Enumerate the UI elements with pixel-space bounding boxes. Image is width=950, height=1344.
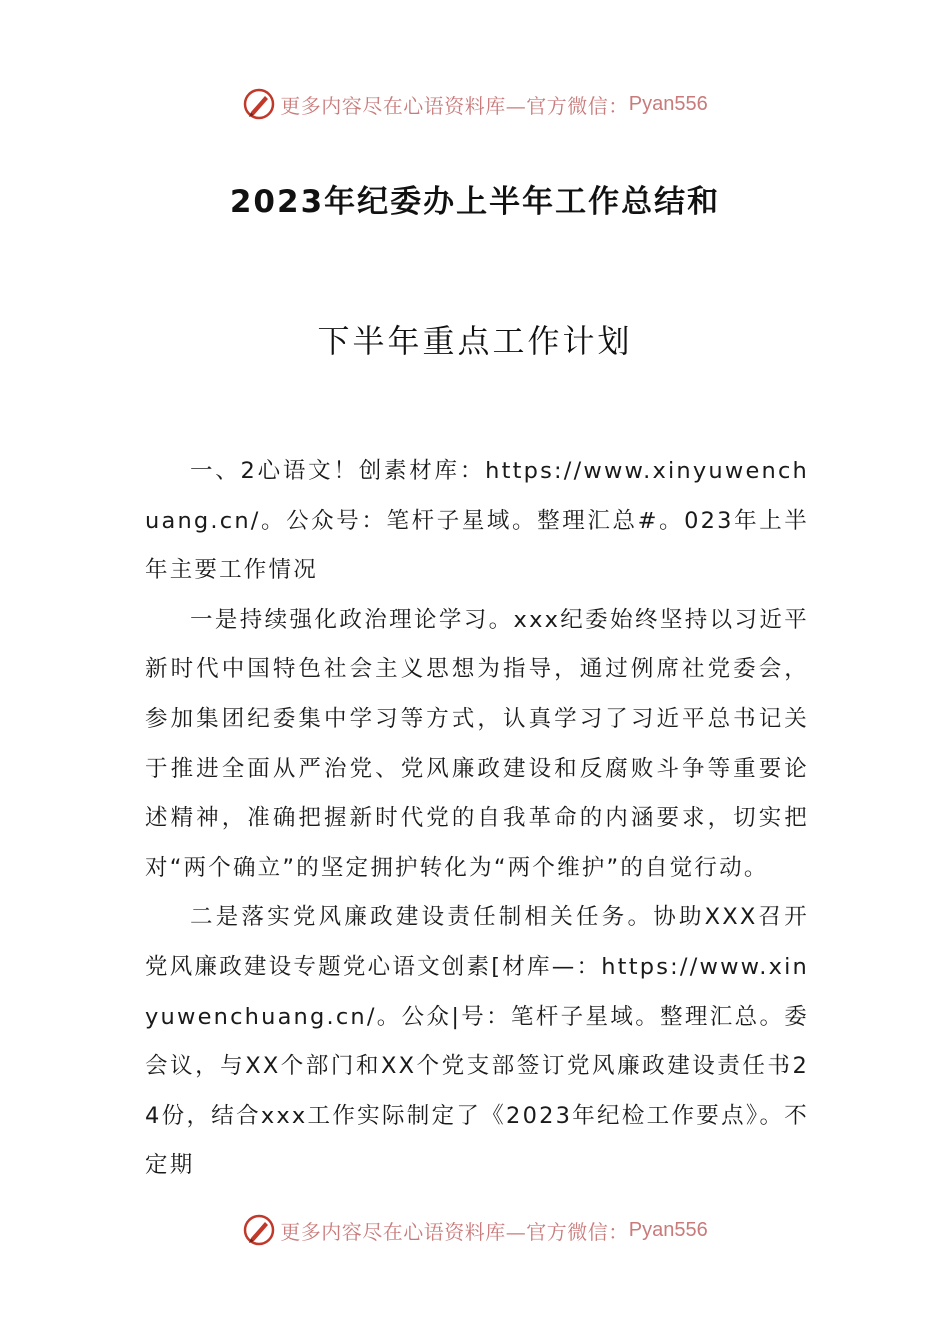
document-title-line-2: 下半年重点工作计划 [317, 322, 633, 360]
banner-wechat-id: Pyan556 [628, 92, 708, 115]
document-title-line-1: 2023年纪委办上半年工作总结和 [229, 184, 721, 220]
document-body [145, 447, 809, 1191]
footer-watermark-banner [0, 1210, 950, 1250]
banner-text: 更多内容尽在心语资料库—官方微信： [280, 93, 629, 118]
banner-wechat-id: Pyan556 [628, 1218, 708, 1241]
paragraph-3: 二是落实党风廉政建设责任制相关任务。协助XXX召开党风廉政建设专题党心语文创素[材库—：https://www.xinyuwenchuang.cn/。公众|号：笔杆子星域。整理汇总。委会议，与XX个部门和XX个党支部签订党风廉政建设责任书24份，结合xxx工作实际制定了《2023年纪检工作要点》。不定期 [145, 904, 809, 1179]
paragraph-1: 一、2心语文！创素材库：https://www.xinyuwenchuang.cn/。公众号：笔杆子星域。整理汇总#。023年上半年主要工作情况 [145, 458, 809, 584]
banner-text: 更多内容尽在心语资料库—官方微信： [280, 1219, 629, 1244]
pen-logo-icon [242, 87, 276, 121]
header-watermark-banner [0, 84, 950, 124]
paragraph-2: 一是持续强化政治理论学习。xxx纪委始终坚持以习近平新时代中国特色社会主义思想为指导，通过例席社党委会，参加集团纪委集中学习等方式，认真学习了习近平总书记关于推进全面从严治党、党风廉政建设和反腐败斗争等重要论述精神，准确把握新时代党的自我革命的内涵要求，切实把对“两个确立”的坚定拥护转化为“两个维护”的自觉行动。 [145, 606, 809, 881]
pen-logo-icon [242, 1213, 276, 1247]
